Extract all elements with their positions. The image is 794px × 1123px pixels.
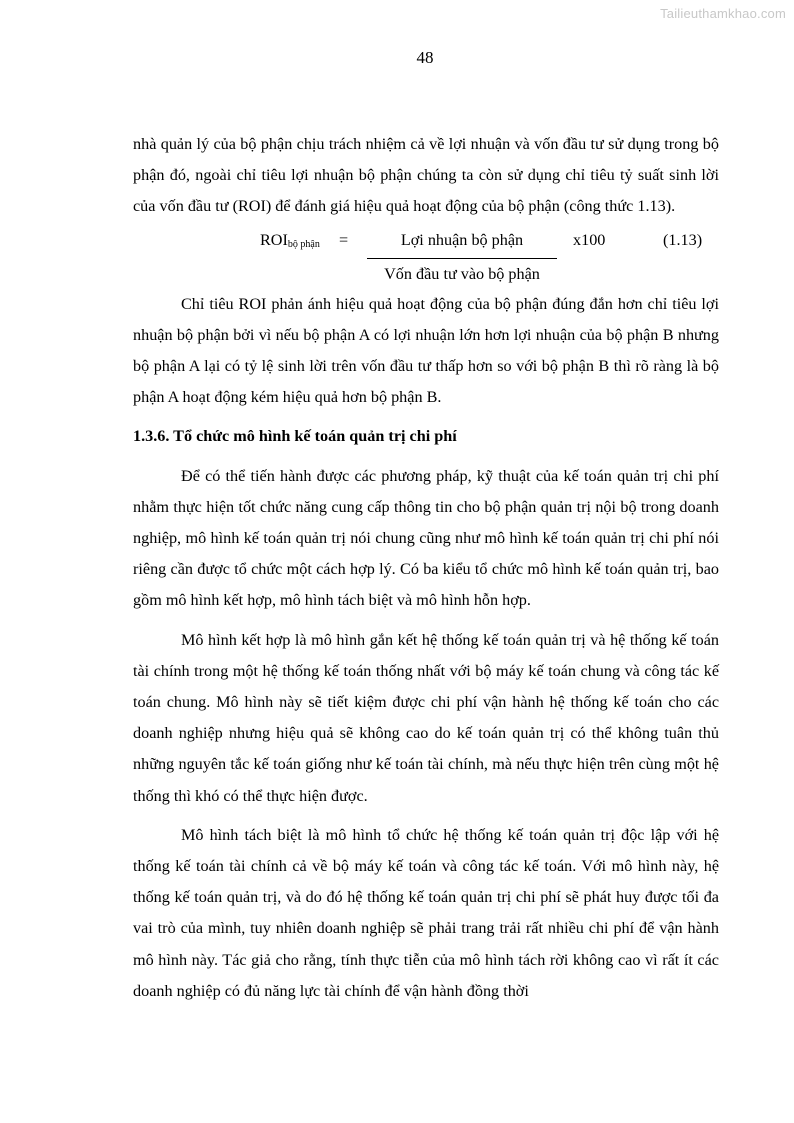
formula-multiplier: x100 — [573, 230, 606, 249]
formula-roi — [133, 225, 719, 289]
paragraph-separate-model: Mô hình tách biệt là mô hình tổ chức hệ thống kế toán quản trị độc lập với hệ thống kế toán tài chính cả về bộ máy kế toán và công tác kế toán. Với mô hình này, hệ thống kế toán quản trị, và do đó hệ thống kế toán quản trị chi phí sẽ phát huy được tối đa vai trò của mình, tuy nhiên doanh nghiệp sẽ phải trang trải rất nhiều chi phí để vận hành mô hình này. Tác giả cho rằng, tính thực tiễn của mô hình tách rời không cao vì rất ít các doanh nghiệp có đủ năng lực tài chính để vận hành đồng thời — [133, 825, 719, 1000]
paragraph-roi-explanation: Chỉ tiêu ROI phản ánh hiệu quả hoạt động của bộ phận đúng đắn hơn chỉ tiêu lợi nhuận bộ phận bởi vì nếu bộ phận A có lợi nhuận lớn hơn lợi nhuận của bộ phận B nhưng bộ phận A lại có tỷ lệ sinh lời trên vốn đầu tư thấp hơn so với bộ phận B thì rõ ràng là bộ phận A hoạt động kém hiệu quả hơn bộ phận B. — [133, 294, 719, 407]
formula-lhs — [260, 225, 320, 260]
page-body — [133, 129, 719, 1007]
paragraph-combined-model: Mô hình kết hợp là mô hình gắn kết hệ thống kế toán quản trị và hệ thống kế toán tài chính trong một hệ thống kế toán thống nhất với bộ máy kế toán chung và công tác kế toán chung. Mô hình này sẽ tiết kiệm được chi phí vận hành hệ thống kế toán cho các doanh nghiệp nhưng hiệu quả sẽ không cao do kế toán quản trị có thể không tuân thủ những nguyên tắc kế toán giống như kế toán tài chính, mà nếu thực hiện trên cùng một hệ thống thì khó có thể thực hiện được. — [133, 630, 719, 805]
section-heading: 1.3.6. Tổ chức mô hình kế toán quản trị chi phí — [133, 427, 457, 446]
paragraph-roi-intro: nhà quản lý của bộ phận chịu trách nhiệm cả về lợi nhuận và vốn đầu tư sử dụng trong bộ phận đó, ngoài chỉ tiêu lợi nhuận bộ phận chúng ta còn sử dụng chỉ tiêu tỷ suất sinh lời của vốn đầu tư (ROI) để đánh giá hiệu quả hoạt động của bộ phận (công thức 1.13). — [133, 135, 719, 216]
watermark: Tailieuthamkhao.com — [660, 6, 786, 21]
formula-lhs-subscript: bộ phận — [287, 238, 320, 250]
formula-numerator: Lợi nhuận bộ phận — [400, 230, 524, 249]
formula-lhs-main: ROI — [260, 230, 288, 249]
formula-equals: = — [339, 230, 349, 249]
formula-denominator: Vốn đầu tư vào bộ phận — [384, 264, 540, 283]
formula-tag: (1.13) — [663, 230, 703, 249]
page-number: 48 — [416, 48, 434, 67]
paragraph-model-intro: Để có thể tiến hành được các phương pháp, kỹ thuật của kế toán quản trị chi phí nhằm thực hiện tốt chức năng cung cấp thông tin cho bộ phận quản trị nội bộ trong doanh nghiệp, mô hình kế toán quản trị nói chung cũng như mô hình kế toán quản trị chi phí nói riêng cần được tổ chức một cách hợp lý. Có ba kiểu tổ chức mô hình kế toán quản trị, bao gồm mô hình kết hợp, mô hình tách biệt và mô hình hỗn hợp. — [133, 466, 719, 610]
